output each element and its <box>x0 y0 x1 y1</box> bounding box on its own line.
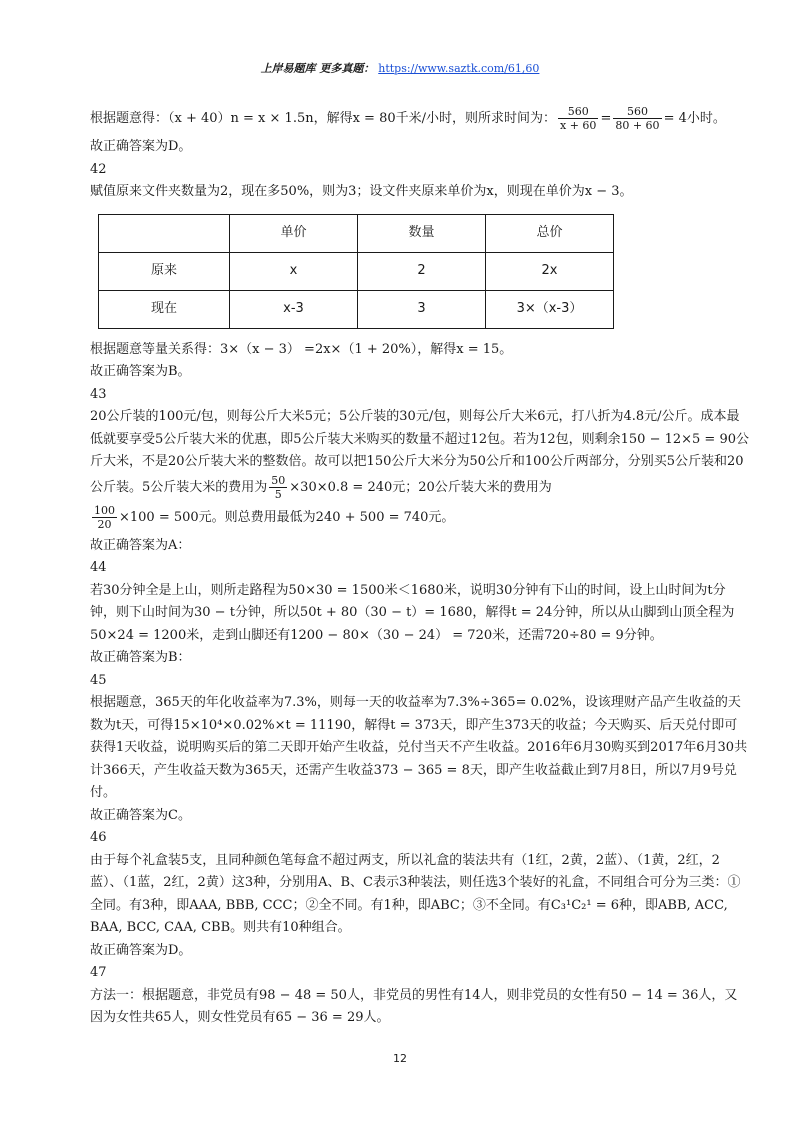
q43-number: 43 <box>90 386 107 402</box>
q43-f1-numerator: 50 <box>271 473 286 487</box>
table-cell: 3×（x-3） <box>486 290 614 328</box>
q45-paragraph: 根据题意，365天的年化收益率为7.3%，则每一天的收益率为7.3%÷365= 0.02%，设该理财产品产生收益的天数为t天，可得15×10⁴×0.02%×t = 11190，解得t = 373天，即产生373天的收益；今天购买、后天兑付即可获得1天收益，说明购买后的第二天即开始产生收益，兑付当天不产生收益。2016年6月30购买到2017年6月30共计366天，产生收益天数为365天，还需产生收益373 − 365 = 8天，即产生收益截止到7月8日，所以7月9号兑付。 <box>90 695 748 800</box>
q46-number: 46 <box>90 830 107 845</box>
q43-text-2: ×100 = 500元。则总费用最低为240 + 500 = 740元。 <box>119 509 455 525</box>
table-header-cell: 单价 <box>230 214 358 252</box>
table-cell: 3 <box>358 290 486 328</box>
q45-answer: 故正确答案为C。 <box>90 807 191 823</box>
q41-f2-denominator: 80 + 60 <box>615 119 660 132</box>
q43-text-tail: ×30×0.8 = 240元；20公斤装大米的费用为 <box>289 479 552 495</box>
q43-f2-denominator: 20 <box>97 517 112 531</box>
table-row <box>99 290 614 328</box>
table-cell: x <box>230 252 358 290</box>
q43-f2-numerator: 100 <box>94 503 115 517</box>
table-cell: 2x <box>486 252 614 290</box>
q43-paragraph <box>90 406 750 501</box>
table-header-cell: 数量 <box>358 214 486 252</box>
q43-text: 20公斤装的100元/包，则每公斤大米5元；5公斤装的30元/包，则每公斤大米6元，打八折为4.8元/公斤。成本最低就要享受5公斤装大米的优惠，即5公斤装大米购买的数量不超过12包。若为12包，则剩余150 − 12×5 = 90公斤大米，不是20公斤装大米的整数倍。故可以把150公斤大米分为50公斤和100公斤两部分，分别买5公斤装和20公斤装。5公斤装大米的费用为 <box>90 409 750 495</box>
table-cell: x-3 <box>230 290 358 328</box>
header-link[interactable]: https://www.saztk.com/61,60 <box>378 62 540 75</box>
q41-fraction-1 <box>558 105 598 132</box>
table-cell: 原来 <box>99 252 230 290</box>
q46-paragraph: 由于每个礼盒装5支，且同种颜色笔每盒不超过两支，所以礼盒的装法共有（1红，2黄，2蓝）、（1黄，2红，2蓝）、（1蓝，2红，2黄）这3种，分别用A、B、C表示3种装法，则任选3个装好的礼盒，不同组合可分为三类：①全同。有3种，即AAA, BBB, CCC；②全不同。有1种，即ABC；③不全同。有C₃¹C₂¹ = 6种，即ABB, ACC, BAA, BCC, CAA, CBB。则共有10种组合。 <box>90 852 741 935</box>
q42-intro: 赋值原来文件夹数量为2，现在多50%，则为3；设文件夹原来单价为x，则现在单价为x − 3。 <box>90 184 633 199</box>
q42-line2: 根据题意等量关系得：3×（x − 3） =2x×（1 + 20%），解得x = 15。 <box>90 341 513 357</box>
page-header <box>0 60 800 76</box>
page-content <box>90 102 750 1030</box>
table-row <box>99 252 614 290</box>
q41-equation-line <box>90 102 750 136</box>
q41-line-post: = 4小时。 <box>663 111 726 126</box>
q44-number: 44 <box>90 560 107 575</box>
q41-answer: 故正确答案为D。 <box>90 139 192 154</box>
page-number: 12 <box>393 1052 407 1065</box>
q45-number: 45 <box>90 672 107 688</box>
q41-fraction-2 <box>613 105 661 132</box>
q46-answer: 故正确答案为D。 <box>90 942 192 958</box>
q41-f1-numerator: 560 <box>558 105 598 119</box>
table-header-cell: 总价 <box>486 214 614 252</box>
q41-equals: = <box>600 111 612 126</box>
table-header-row <box>99 214 614 252</box>
q47-number: 47 <box>90 965 107 980</box>
q41-f1-denominator: x + 60 <box>560 119 597 132</box>
table-cell: 现在 <box>99 290 230 328</box>
q43-answer: 故正确答案为A： <box>90 537 191 553</box>
header-text: 上岸易题库 更多真题： <box>260 62 375 75</box>
q43-fraction-2 <box>92 504 117 531</box>
q43-paragraph-2 <box>90 501 750 535</box>
q43-fraction-1 <box>269 474 287 501</box>
price-table <box>98 214 614 329</box>
q44-answer: 故正确答案为B： <box>90 650 191 665</box>
q47-paragraph: 方法一：根据题意，非党员有98 − 48 = 50人，非党员的男性有14人，则非党员的女性有50 − 14 = 36人，又因为女性共65人，则女性党员有65 − 36 = 29人。 <box>90 987 738 1025</box>
q41-line-pre: 根据题意得：（x + 40）n = x × 1.5n，解得x = 80千米/小时，则所求时间为： <box>90 111 557 126</box>
q42-number: 42 <box>90 161 107 177</box>
q43-f1-denominator: 5 <box>274 487 282 501</box>
q44-paragraph: 若30分钟全是上山，则所走路程为50×30 = 1500米＜1680米，说明30分钟有下山的时间，设上山时间为t分钟，则下山时间为30 − t分钟，所以50t + 80（30 − t）= 1680，解得t = 24分钟，所以从山脚到山顶全程为50×24 = 1200米，走到山脚还有1200 − 80×（30 − 24） = 720米，还需720÷80 = 9分钟。 <box>90 582 735 643</box>
table-cell: 2 <box>358 252 486 290</box>
q42-answer: 故正确答案为B。 <box>90 364 191 379</box>
table-header-cell <box>99 214 230 252</box>
q41-f2-numerator: 560 <box>613 105 661 119</box>
